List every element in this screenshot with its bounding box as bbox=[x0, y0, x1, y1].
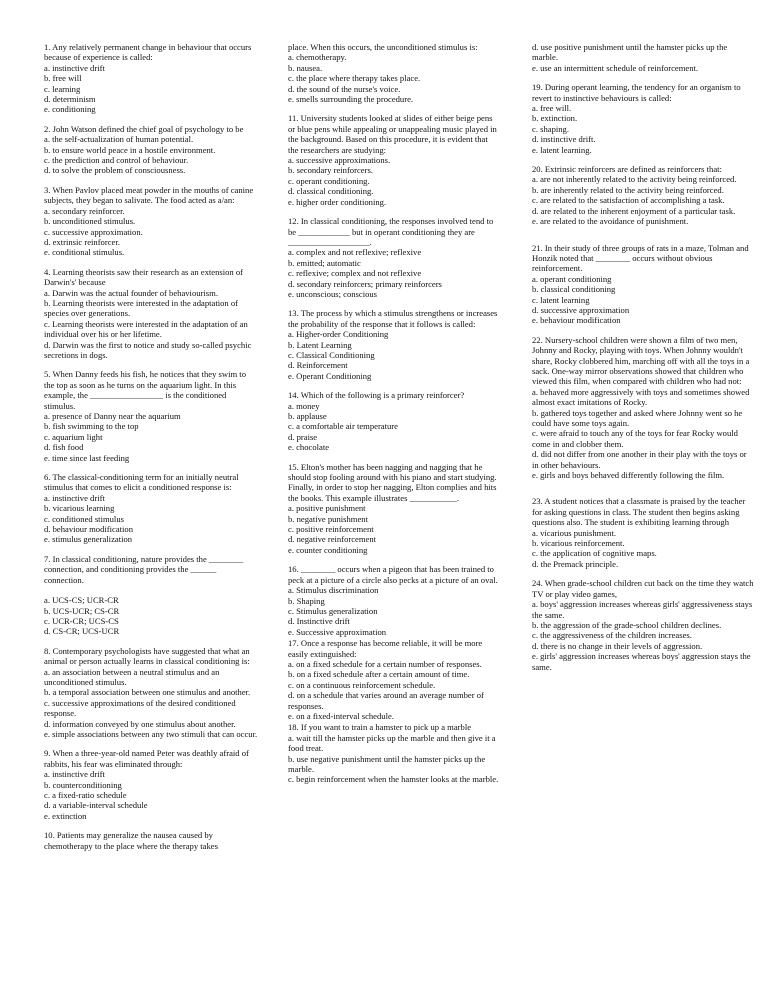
question-stem: 16. ________ occurs when a pigeon that has been trained to peck at a picture of a circle also pecks at a picture of an oval. bbox=[288, 564, 498, 585]
answer-option: c. positive reinforcement bbox=[288, 524, 374, 535]
answer-option: c. Stimulus generalization bbox=[288, 605, 378, 616]
answer-option: b. vicarious learning bbox=[44, 503, 115, 514]
answer-option: e. counter conditioning bbox=[288, 544, 368, 555]
answer-option: c. are related to the satisfaction of accomplishing a task. bbox=[532, 195, 725, 206]
answer-options bbox=[532, 528, 754, 570]
answer-option: e. Operant Conditioning bbox=[288, 370, 372, 381]
question-stem: 18. If you want to train a hamster to pick up a marble bbox=[288, 722, 472, 733]
question-stem: 21. In their study of three groups of rats in a maze, Tolman and Honzik noted that ________ occurs without obvious reinforcement. bbox=[532, 242, 749, 274]
answer-option: c. Learning theorists were interested in the adaptation of an individual over his or her lifetime. bbox=[44, 318, 248, 340]
question-stem: 6. The classical-conditioning term for an initially neutral stimulus that comes to elicit a conditioned response is: bbox=[44, 472, 239, 493]
column-middle bbox=[288, 42, 500, 794]
answer-option: a. behaved more aggressively with toys and sometimes showed almost exact imitations of Rocky. bbox=[532, 386, 750, 408]
answer-option: e. are related to the avoidance of punishment. bbox=[532, 216, 689, 227]
answer-option: e. chocolate bbox=[288, 442, 330, 453]
question-stem: 10. Patients may generalize the nausea caused by chemotherapy to the place where the therapy takes bbox=[44, 830, 218, 851]
answer-option: a. on a fixed schedule for a certain number of responses. bbox=[288, 658, 482, 669]
answer-option: b. applause bbox=[288, 411, 327, 421]
question-stem: 13. The process by which a stimulus strengthens or increases the probability of the response that it follows is called: bbox=[288, 308, 498, 329]
question-stem: 3. When Pavlov placed meat powder in the mouths of canine subjects, they began to salivate. The food acted as a/an: bbox=[44, 184, 254, 206]
answer-option: c. successive approximation. bbox=[44, 226, 143, 237]
answer-options bbox=[288, 247, 500, 299]
question-item bbox=[44, 42, 258, 115]
question-item bbox=[288, 216, 500, 299]
answer-option: e. behaviour modification bbox=[532, 315, 621, 326]
answer-options bbox=[532, 274, 754, 326]
answer-option: b. Latent Learning bbox=[288, 339, 352, 350]
answer-options bbox=[288, 503, 500, 555]
answer-option: b. use negative punishment until the hamster picks up the marble. bbox=[288, 753, 486, 774]
answer-options bbox=[44, 411, 258, 463]
answer-option: a. instinctive drift bbox=[44, 769, 105, 780]
question-stem: 14. Which of the following is a primary reinforcer? bbox=[288, 390, 465, 401]
answer-option: d. are related to the inherent enjoyment of a particular task. bbox=[532, 205, 736, 216]
question-stem: 9. When a three-year-old named Peter was deathly afraid of rabbits, his fear was eliminated through: bbox=[44, 748, 249, 769]
answer-option: e. smells surrounding the procedure. bbox=[288, 94, 414, 105]
answer-options bbox=[44, 63, 258, 115]
question-item bbox=[532, 496, 754, 569]
answer-option: a. complex and not reflexive; reflexive bbox=[288, 247, 422, 258]
answer-option: a. positive punishment bbox=[288, 503, 366, 514]
question-item bbox=[288, 42, 500, 104]
question-stem: 24. When grade-school children cut back on the time they watch TV or play video games, bbox=[532, 578, 754, 599]
answer-option: b. negative punishment bbox=[288, 513, 368, 524]
answer-option: c. the aggressiveness of the children increases. bbox=[532, 630, 692, 641]
answer-options bbox=[288, 401, 500, 453]
answer-option: d. behaviour modification bbox=[44, 524, 134, 535]
answer-option: d. information conveyed by one stimulus about another. bbox=[44, 718, 236, 729]
answer-option: b. classical conditioning bbox=[532, 284, 616, 295]
answer-option: a. the self-actualization of human potential. bbox=[44, 134, 194, 145]
answer-option: d. on a schedule that varies around an average number of responses. bbox=[288, 690, 484, 711]
answer-options bbox=[44, 769, 258, 821]
answer-option: d. the Premack principle. bbox=[532, 558, 619, 569]
answer-option: a. successive approximations. bbox=[288, 155, 391, 166]
answer-option: a. presence of Danny near the aquarium bbox=[44, 411, 181, 421]
question-item bbox=[532, 335, 754, 481]
question-item bbox=[532, 243, 754, 326]
question-stem: 7. In classical conditioning, nature provides the ________ connection, and conditioning provides the ______ connection. bbox=[44, 553, 244, 585]
answer-option: b. UCS-UCR; CS-CR bbox=[44, 605, 120, 616]
answer-options bbox=[44, 134, 258, 176]
answer-option: b. emitted; automatic bbox=[288, 257, 361, 268]
answer-option: c. begin reinforcement when the hamster looks at the marble. bbox=[288, 774, 499, 785]
answer-option: b. the aggression of the grade-school children declines. bbox=[532, 619, 722, 630]
answer-option: b. extinction. bbox=[532, 113, 578, 124]
answer-option: d. determinism bbox=[44, 94, 96, 105]
answer-option: e. girls' aggression increases whereas boys' aggression stays the same. bbox=[532, 651, 751, 672]
question-item bbox=[44, 124, 258, 176]
question-stem: 15. Elton's mother has been nagging and nagging that he should stop fooling around with his piano and start studying. Finally, in order to stop her nagging, Elton complies and hits the books. This example illustrates ___________. bbox=[288, 461, 497, 503]
question-item bbox=[532, 164, 754, 226]
answer-option: d. Instinctive drift bbox=[288, 616, 350, 627]
column-right bbox=[532, 42, 754, 681]
answer-option: b. nausea. bbox=[288, 62, 323, 73]
answer-option: b. free will bbox=[44, 73, 82, 84]
question-item bbox=[44, 267, 258, 361]
answer-option: a. Stimulus discrimination bbox=[288, 585, 379, 596]
question-item bbox=[288, 722, 500, 784]
answer-option: b. counterconditioning bbox=[44, 779, 122, 790]
answer-option: a. secondary reinforcer. bbox=[44, 205, 125, 216]
question-stem: 20. Extrinsic reinforcers are defined as reinforcers that: bbox=[532, 164, 722, 175]
answer-option: a. money bbox=[288, 400, 320, 411]
answer-options bbox=[44, 585, 258, 637]
answer-options bbox=[532, 174, 754, 226]
answer-option: c. the application of cognitive maps. bbox=[532, 548, 657, 559]
answer-option: a. operant conditioning bbox=[532, 273, 612, 284]
question-item bbox=[44, 646, 258, 740]
answer-option: c. learning bbox=[44, 83, 81, 94]
answer-option: b. gathered toys together and asked where Johnny went so he could have some toys again. bbox=[532, 407, 743, 428]
answer-option: a. chemotherapy. bbox=[288, 52, 347, 63]
answer-options bbox=[44, 288, 258, 361]
answer-option: c. on a continuous reinforcement schedule. bbox=[288, 679, 436, 690]
answer-option: e. conditional stimulus. bbox=[44, 247, 125, 258]
question-stem: 4. Learning theorists saw their research as an extension of Darwin's' because bbox=[44, 266, 244, 288]
answer-option: c. a fixed-ratio schedule bbox=[44, 790, 127, 800]
answer-option: e. use an intermittent schedule of reinforcement. bbox=[532, 62, 699, 73]
answer-option: c. reflexive; complex and not reflexive bbox=[288, 268, 422, 279]
answer-option: b. vicarious reinforcement. bbox=[532, 538, 625, 549]
question-item bbox=[532, 42, 754, 73]
question-stem: place. When this occurs, the unconditioned stimulus is: bbox=[288, 42, 478, 52]
answer-option: b. unconditioned stimulus. bbox=[44, 216, 136, 227]
answer-options bbox=[532, 599, 754, 672]
answer-option: d. did not differ from one another in their play with the toys or in other behaviours. bbox=[532, 449, 747, 470]
answer-option: e. girls and boys behaved differently following the film. bbox=[532, 470, 725, 481]
answer-option: d. praise bbox=[288, 431, 318, 442]
question-item bbox=[288, 564, 500, 637]
question-stem: 5. When Danny feeds his fish, he notices that they swim to the top as soon as he turns on the aquarium light. In this example, the _________________ is the conditioned stimulus. bbox=[44, 369, 246, 411]
answer-option: c. shaping. bbox=[532, 123, 569, 134]
answer-options bbox=[288, 659, 500, 721]
question-stem: 19. During operant learning, the tendency for an organism to revert to instinctive behaviours is called: bbox=[532, 82, 741, 103]
answer-option: a. are not inherently related to the activity being reinforced. bbox=[532, 174, 737, 185]
answer-option: e. time since last feeding bbox=[44, 452, 130, 463]
answer-option: e. simple associations between any two stimuli that can occur. bbox=[44, 728, 258, 739]
answer-option: d. secondary reinforcers; primary reinforcers bbox=[288, 278, 442, 289]
column-left bbox=[44, 42, 258, 860]
question-item bbox=[288, 462, 500, 556]
answer-option: a. free will. bbox=[532, 103, 572, 114]
answer-option: b. Shaping bbox=[288, 595, 325, 606]
answer-option: d. successive approximation bbox=[532, 304, 630, 315]
question-stem: 12. In classical conditioning, the responses involved tend to be ____________ but in operant conditioning they are ___________________. bbox=[288, 216, 494, 247]
answer-option: a. instinctive drift bbox=[44, 492, 105, 503]
answer-option: d. the sound of the nurse's voice. bbox=[288, 83, 401, 94]
answer-option: c. operant conditioning. bbox=[288, 175, 370, 186]
question-stem: 8. Contemporary psychologists have suggested that what an animal or person actually learns in classical conditioning is: bbox=[44, 645, 250, 667]
answer-option: e. unconscious; conscious bbox=[288, 288, 378, 299]
question-item bbox=[288, 390, 500, 452]
answer-option: d. Darwin was the first to notice and study so-called psychic secretions in dogs. bbox=[44, 339, 252, 360]
answer-options bbox=[532, 42, 754, 73]
answer-option: d. Reinforcement bbox=[288, 360, 348, 371]
answer-options bbox=[532, 103, 754, 155]
answer-option: a. Higher-order Conditioning bbox=[288, 329, 389, 340]
answer-option: c. successive approximations of the desired conditioned response. bbox=[44, 697, 236, 719]
question-item bbox=[44, 748, 258, 821]
answer-options bbox=[288, 585, 500, 637]
answer-option: d. negative reinforcement bbox=[288, 534, 377, 545]
answer-option: e. conditioning bbox=[44, 104, 96, 115]
answer-option: b. a temporal association between one stimulus and another. bbox=[44, 687, 251, 698]
answer-option: c. latent learning bbox=[532, 294, 590, 305]
question-stem: 17. Once a response has become reliable, it will be more easily extinguished: bbox=[288, 638, 483, 659]
question-item bbox=[44, 554, 258, 637]
answer-option: d. CS-CR; UCS-UCR bbox=[44, 626, 120, 637]
answer-option: e. higher order conditioning. bbox=[288, 196, 387, 207]
answer-option: d. to solve the problem of consciousness. bbox=[44, 165, 186, 176]
question-item bbox=[288, 308, 500, 381]
answer-options bbox=[44, 493, 258, 545]
answer-option bbox=[44, 585, 258, 595]
answer-option: d. fish food bbox=[44, 442, 84, 453]
question-stem: 22. Nursery-school children were shown a film of two men, Johnny and Rocky, playing with toys. When Johnny wouldn't share, Rocky clobbered him, marching off with all the toys in a sack. One-way mirror observations showed that children who viewed this film, when compared with children who had not: bbox=[532, 334, 750, 387]
answer-option: d. classical conditioning. bbox=[288, 186, 374, 197]
answer-options bbox=[288, 329, 500, 381]
question-item bbox=[532, 578, 754, 672]
answer-option: b. Learning theorists were interested in the adaptation of species over generations. bbox=[44, 297, 239, 319]
answer-option: a. boys' aggression increases whereas girls' aggressiveness stays the same. bbox=[532, 599, 753, 620]
answer-options bbox=[288, 733, 500, 785]
answer-option: c. the place where therapy takes place. bbox=[288, 73, 421, 84]
question-item bbox=[288, 638, 500, 721]
question-stem: 11. University students looked at slides of either beige pens or blue pens while appealing or unappealing music played in the background. Based on this procedure, it is evident that the researchers are studying: bbox=[288, 113, 497, 155]
answer-option: e. latent learning. bbox=[532, 144, 592, 155]
answer-options bbox=[288, 155, 500, 207]
answer-option: d. extrinsic reinforcer. bbox=[44, 236, 120, 247]
answer-option: e. stimulus generalization bbox=[44, 534, 133, 545]
answer-option: a. wait till the hamster picks up the marble and then give it a food treat. bbox=[288, 732, 496, 754]
answer-option: a. UCS-CS; UCR-CR bbox=[44, 595, 119, 606]
answer-option: d. instinctive drift. bbox=[532, 134, 596, 145]
answer-option: a. an association between a neutral stimulus and an unconditioned stimulus. bbox=[44, 666, 220, 687]
answer-option: c. a comfortable air temperature bbox=[288, 421, 398, 432]
question-stem: 1. Any relatively permanent change in behaviour that occurs because of experience is called: bbox=[44, 42, 252, 63]
answer-option: c. were afraid to touch any of the toys for fear Rocky would come in and clobber them. bbox=[532, 428, 738, 449]
answer-option: a. instinctive drift bbox=[44, 62, 105, 73]
answer-option: c. conditioned stimulus bbox=[44, 513, 124, 524]
answer-option: e. on a fixed-interval schedule. bbox=[288, 710, 394, 721]
answer-options bbox=[288, 52, 500, 104]
answer-options bbox=[532, 387, 754, 481]
answer-options bbox=[44, 206, 258, 258]
question-item bbox=[44, 369, 258, 463]
answer-option: b. secondary reinforcers. bbox=[288, 165, 373, 176]
answer-option: c. UCR-CR; UCS-CS bbox=[44, 615, 119, 626]
answer-option: a. vicarious punishment. bbox=[532, 527, 617, 538]
answer-option: d. a variable-interval schedule bbox=[44, 800, 148, 811]
answer-options bbox=[44, 667, 258, 740]
answer-option: a. Darwin was the actual founder of behaviourism. bbox=[44, 287, 218, 298]
answer-option: b. are inherently related to the activity being reinforced. bbox=[532, 184, 724, 195]
question-item bbox=[288, 113, 500, 207]
answer-option: c. Classical Conditioning bbox=[288, 349, 375, 360]
answer-option: c. aquarium light bbox=[44, 431, 103, 442]
question-item bbox=[44, 185, 258, 258]
answer-option: e. extinction bbox=[44, 810, 87, 821]
answer-option: b. to ensure world peace in a hostile environment. bbox=[44, 144, 216, 155]
answer-option: c. the prediction and control of behaviour. bbox=[44, 155, 189, 166]
answer-option: b. fish swimming to the top bbox=[44, 421, 139, 432]
answer-option: b. on a fixed schedule after a certain amount of time. bbox=[288, 669, 470, 680]
question-item bbox=[532, 82, 754, 155]
question-item bbox=[44, 830, 258, 851]
question-stem: 2. John Watson defined the chief goal of psychology to be bbox=[44, 123, 244, 134]
answer-option: e. Successive approximation bbox=[288, 626, 387, 637]
question-stem: 23. A student notices that a classmate is praised by the teacher for asking questions in class. The student then begins asking questions also. The student is exhibiting learning through bbox=[532, 496, 746, 528]
answer-option: d. use positive punishment until the hamster picks up the marble. bbox=[532, 42, 728, 63]
answer-option: d. there is no change in their levels of aggression. bbox=[532, 640, 703, 651]
question-item bbox=[44, 472, 258, 545]
